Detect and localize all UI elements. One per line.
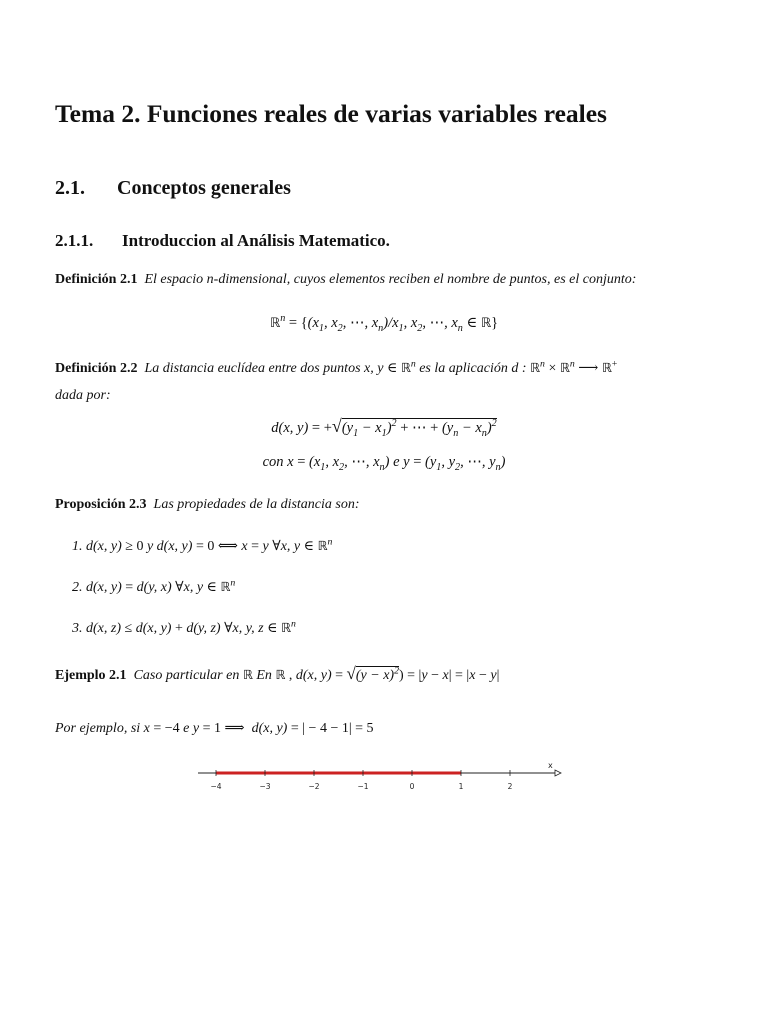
proposition-label: Proposición 2.3 [55,497,147,512]
subsection-title: Introduccion al Análisis Matematico. [122,231,390,250]
example-text-part1: Caso particular en [133,668,240,683]
subsection-heading [55,231,390,251]
property-item-2: 2. d(x, y) = d(y, x) ∀x, y ∈ ℝ$^n$ [72,577,236,595]
item-number: 1. [72,539,83,554]
definition-2-1 [55,272,636,288]
property-item-1: 1. d(x, y) ≥ 0 y d(x, y) = 0 ⟺ x = y ∀x, y ∈ ℝ$^n$ [72,536,333,554]
item-number: 3. [72,621,83,636]
item-number: 2. [72,580,83,595]
axis-arrow-icon [555,770,561,776]
y-word: y [146,539,154,554]
section-heading [55,177,291,200]
proposition-2-3 [55,497,360,513]
example-2-1: Ejemplo 2.1 Caso particular en ℝ En ℝ , d(x, $y) = √(y - x)^2) = |y - x| = |x - y|$ [55,664,500,683]
tick-label: −4 [210,782,222,791]
equation-rn-set: ℝ$^n$ = {($x_1$, $x_2$, ⋯, $x_n)/x_1$, $x_2$, ⋯, $x_n$ ∈ ℝ} [269,313,499,334]
definition-text: El espacio n-dimensional, cuyos elementos reciben el nombre de puntos, es el conjunto: [144,272,637,287]
tick-label: 1 [458,782,464,791]
section-number: 2.1. [55,177,85,199]
example-text-part2: En [256,668,272,683]
axis-label: x [548,761,553,770]
definition-text-part3: dada por: [55,388,111,403]
tick-label: −1 [357,782,369,791]
definition-text-part1: La distancia euclídea entre dos puntos [144,361,361,376]
tick-label: 2 [507,782,513,791]
document-title: Tema 2. Funciones reales de varias variables reales [55,99,607,128]
tick-label: −3 [259,782,271,791]
e-word: e [183,721,190,736]
property-item-3: 3. d(x, z) ≤ d(x, y) + d(y, z) ∀x, y, z ∈ ℝ$^n$ [72,618,296,636]
con-word: con [262,454,284,470]
definition-2-2: Definición 2.2 La distancia euclídea entre dos puntos x, y ∈ ℝ$^n$ es la aplicación d : ℝ$^n$ × ℝ$^n$ ⟶ ℝ+ [55,358,618,376]
tick-label: −2 [308,782,320,791]
section-title: Conceptos generales [117,177,291,199]
equation-distance: d(x, $y) = +√(y_1 - x_1)^2$ + ⋯ + $(y_n - x_n)^2$ [271,416,497,439]
definition-label: Definición 2.1 [55,272,138,287]
e-word: e [393,454,400,470]
proposition-text: Las propiedades de la distancia son: [153,497,360,512]
definition-label: Definición 2.2 [55,361,138,376]
example-label: Ejemplo 2.1 [55,668,127,683]
tick-label: 0 [409,782,415,791]
example-2-1-instance: Por ejemplo, si x = −4 e y = 1 ⟹ d(x, y) = | − 4 − 1| = 5 [55,721,374,736]
equation-points: con $x = (x_1$, $x_2$, ⋯, $x_n$) e $y = (y_1$, $y_2$, ⋯, $y_n$) [262,454,506,473]
definition-text-part2: es la aplicación [419,361,508,376]
example2-text-part1: Por ejemplo, si [55,721,141,736]
subsection-number: 2.1.1. [55,231,94,250]
number-line-figure [190,758,570,798]
